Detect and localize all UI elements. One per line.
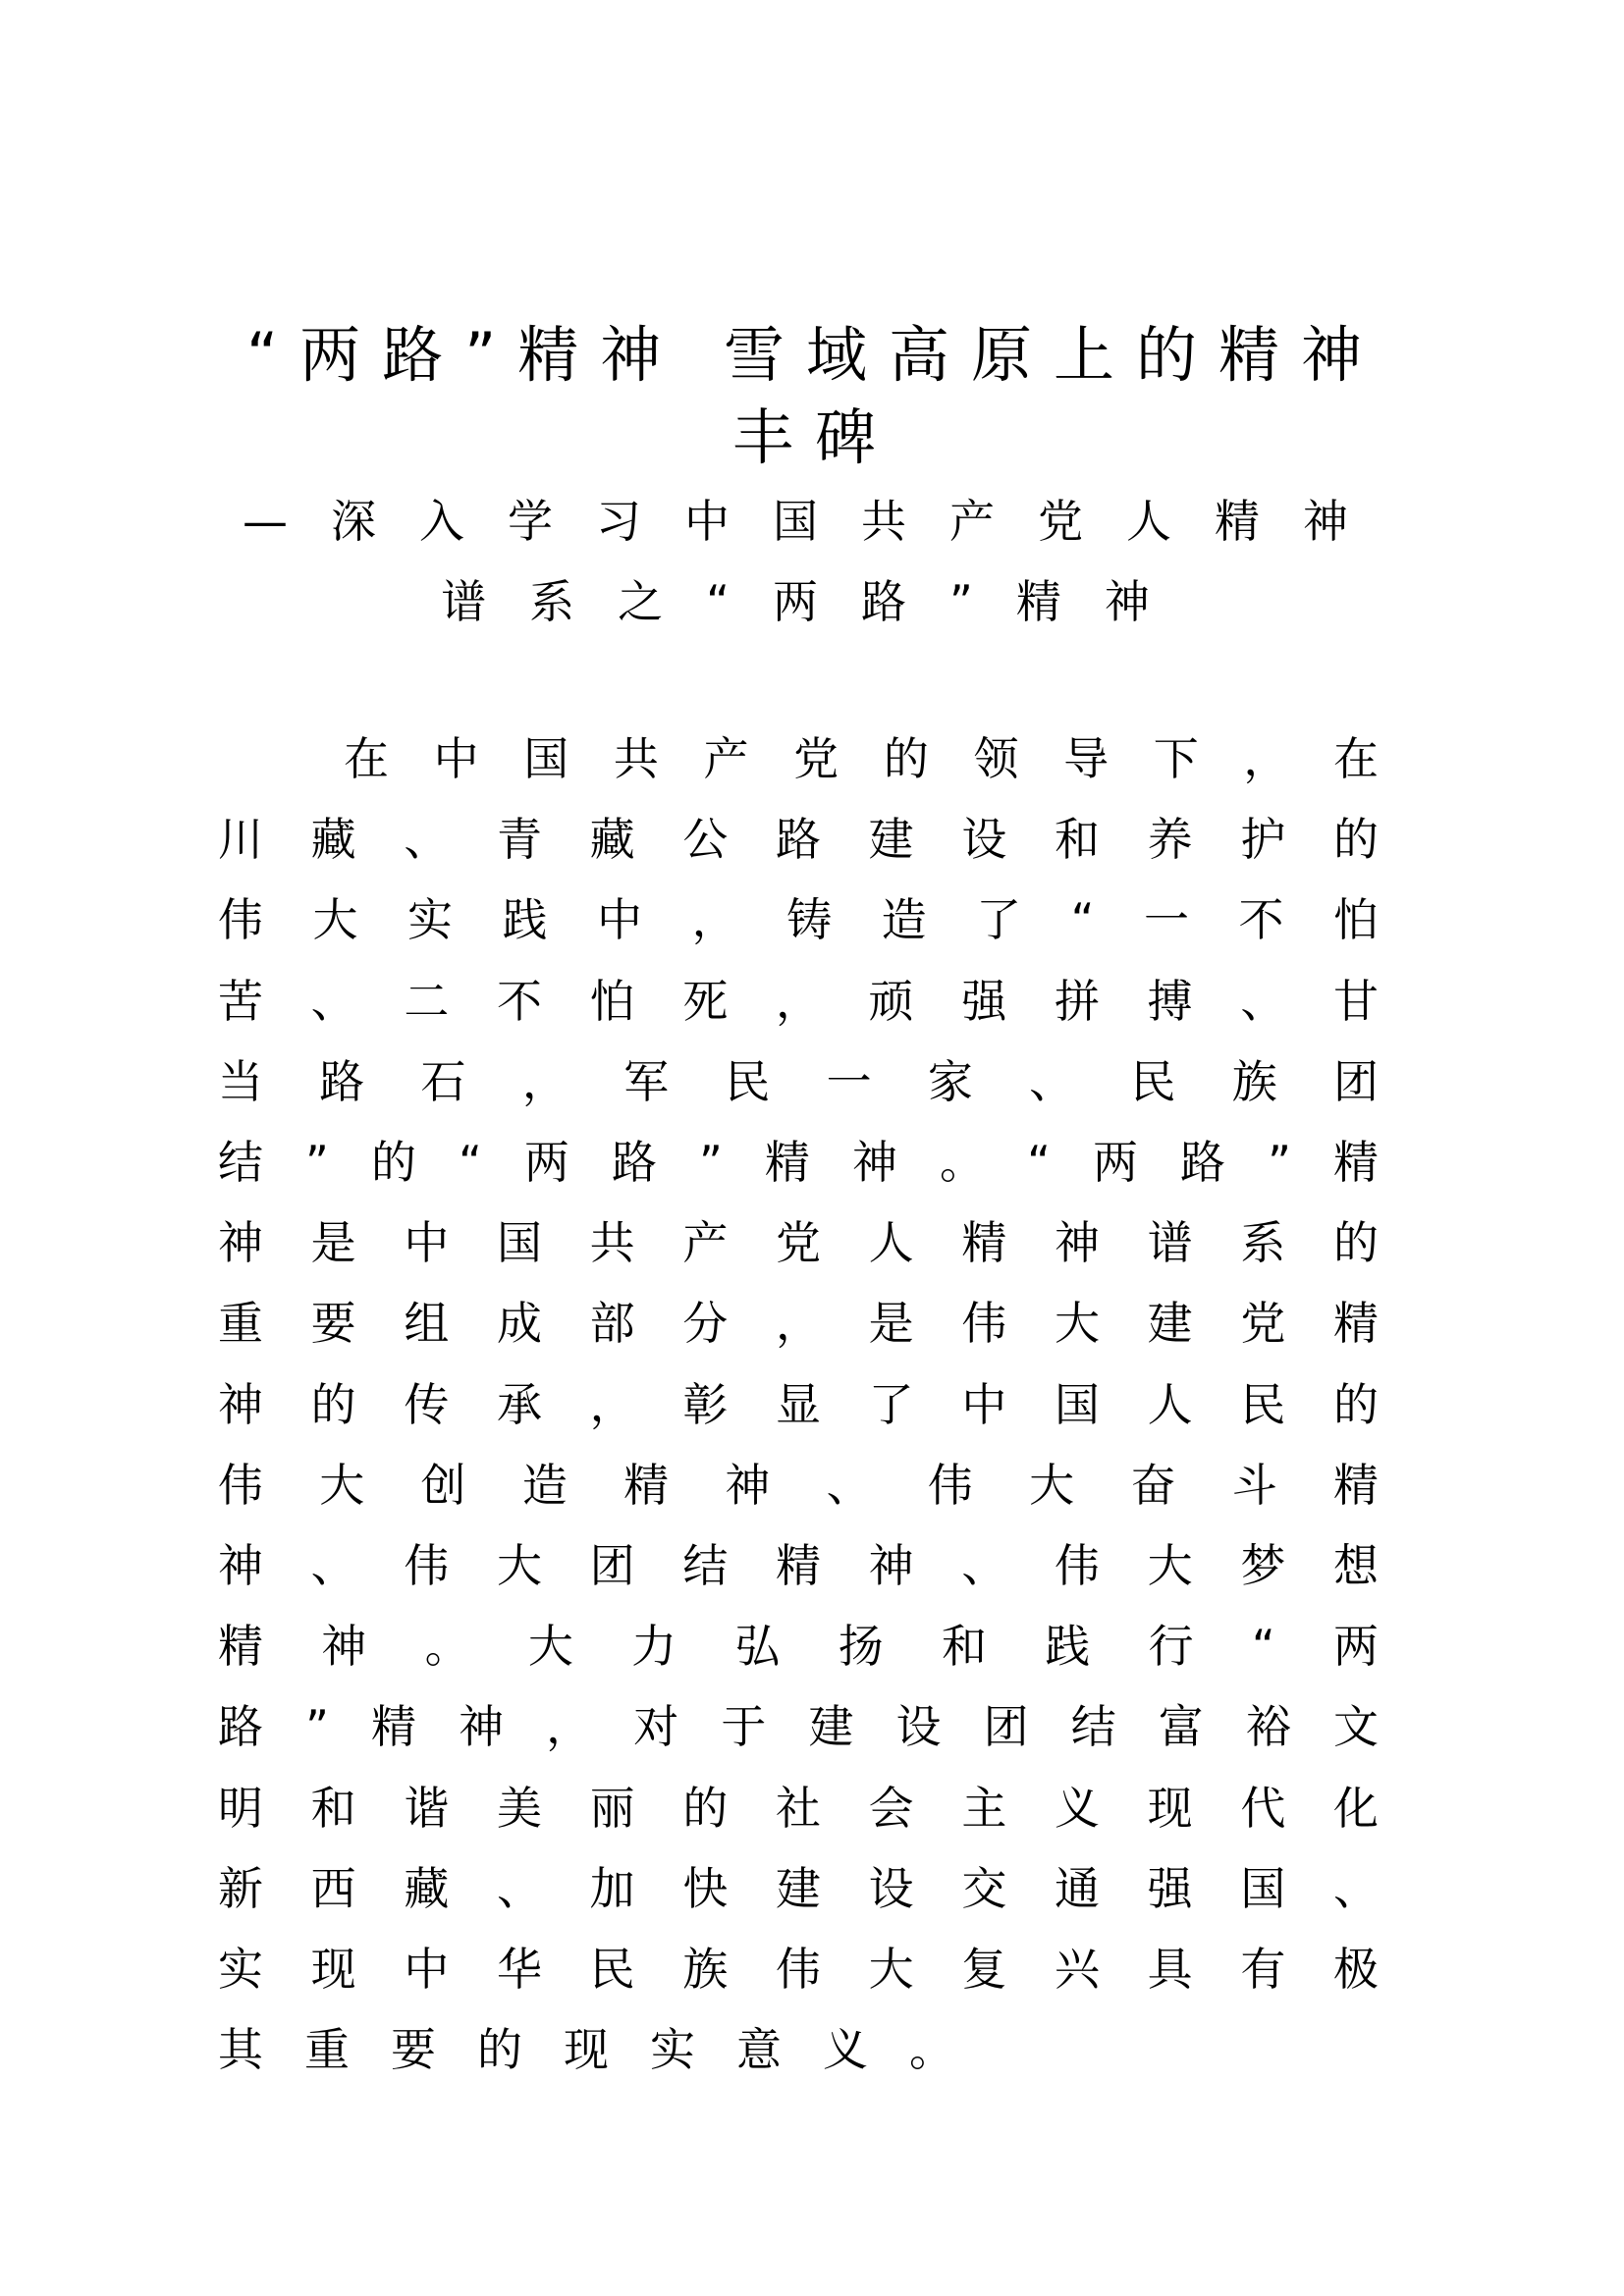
document-subtitle: —深入学习中国共产党人精神谱系之“两路”精神 — [243, 495, 1391, 628]
document-title: “两路”精神 雪域高原上的精神丰碑 — [246, 319, 1383, 473]
body-paragraph: 在中国共产党的领导下，在川藏、青藏公路建设和养护的伟大实践中，铸造了“一不怕苦、二不怕死，顽强拼搏、甘当路石，军民一家、民族团结”的“两路”精神。“两路”精神是中国共产党人精神谱系的重要组成部分，是伟大建党精神的传承，彰显了中国人民的伟大创造精神、伟大奋斗精神、伟大团结精神、伟大梦想精神。大力弘扬和践行“两路”精神，对于建设团结富裕文明和谐美丽的社会主义现代化新西藏、加快建设交通强国、实现中华民族伟大复兴具有极其重要的现实意义。 — [218, 732, 1420, 2077]
